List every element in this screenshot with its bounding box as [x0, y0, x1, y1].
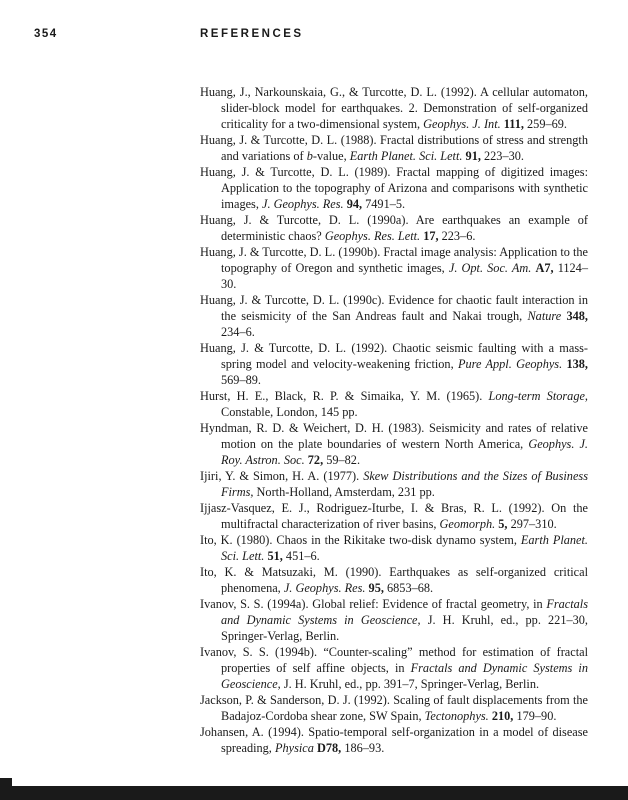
reference-text: Ijiri, Y. & Simon, H. A. (1977).: [200, 469, 364, 483]
reference-entry: [200, 724, 588, 756]
reference-text: 259–69.: [523, 117, 567, 131]
reference-volume: 111,: [503, 117, 524, 131]
reference-text: Ivanov, S. S. (1994a). Global relief: Evidence of fractal geometry, in: [200, 597, 547, 611]
reference-italic-text: Geophys. J. Roy. Astron. Soc.: [221, 437, 588, 467]
reference-entry: [200, 500, 588, 532]
reference-text: Huang, J. & Turcotte, D. L. (1990c). Evidence for chaotic fault interaction in the seismicity of the San Andreas fault and Nakai trough,: [200, 293, 588, 323]
reference-text: 297–310.: [507, 517, 557, 531]
reference-text: -value,: [312, 149, 350, 163]
reference-text: 223–6.: [438, 229, 476, 243]
reference-text: Huang, J. & Turcotte, D. L. (1990b). Fractal image analysis: Application to the topography of Oregon and synthetic images,: [200, 245, 588, 275]
reference-volume: 138,: [566, 357, 588, 371]
reference-volume: 94,: [346, 197, 363, 211]
reference-entry: [200, 692, 588, 724]
reference-volume: 72,: [307, 453, 324, 467]
reference-text: Huang, J. & Turcotte, D. L. (1990a). Are earthquakes an example of deterministic chaos?: [200, 213, 588, 243]
reference-text: 59–82.: [323, 453, 361, 467]
reference-entry: [200, 644, 588, 692]
reference-text: 451–6.: [282, 549, 320, 563]
reference-text: 234–6.: [221, 325, 255, 339]
page-number: 354: [34, 28, 58, 40]
reference-text: Johansen, A. (1994). Spatio-temporal self-organization in a model of disease spreading,: [200, 725, 588, 755]
reference-volume: 5,: [498, 517, 508, 531]
reference-italic-text: Earth Planet. Sci. Lett.: [349, 149, 463, 163]
reference-italic-text: Fractals and Dynamic Systems in Geoscience,: [221, 661, 588, 691]
reference-text: 179–90.: [513, 709, 557, 723]
scan-edge-bottom: [0, 786, 628, 800]
reference-volume: D78,: [316, 741, 342, 755]
reference-text: J. H. Kruhl, ed., pp. 391–7, Springer-Verlag, Berlin.: [280, 677, 540, 691]
reference-entry: [200, 564, 588, 596]
reference-text: Huang, J., Narkounskaia, G., & Turcotte, D. L. (1992). A cellular automaton, slider-block model for earthquakes. 2. Demonstration of self-organized criticality for a two-dimensional system,: [200, 85, 588, 131]
reference-italic-text: Geophys. Res. Lett.: [324, 229, 421, 243]
reference-entry: [200, 84, 588, 132]
reference-volume: 95,: [368, 581, 384, 595]
reference-entry: [200, 468, 588, 500]
running-head: REFERENCES: [200, 28, 304, 40]
reference-text: Ito, K. (1980). Chaos in the Rikitake two-disk dynamo system,: [200, 533, 521, 547]
reference-entry: [200, 244, 588, 292]
reference-volume: 17,: [423, 229, 439, 243]
reference-italic-text: Skew Distributions and the Sizes of Business Firms,: [221, 469, 588, 499]
reference-italic-text: Earth Planet. Sci. Lett.: [221, 533, 589, 563]
reference-text: 186–93.: [341, 741, 385, 755]
reference-entry: [200, 292, 588, 340]
reference-entry: [200, 388, 588, 420]
reference-entry: [200, 164, 588, 212]
reference-text: Hurst, H. E., Black, R. P. & Simaika, Y. M. (1965).: [200, 389, 489, 403]
reference-text: Ijjasz-Vasquez, E. J., Rodriguez-Iturbe, I. & Bras, R. L. (1992). On the multifractal characterization of river basins,: [200, 501, 588, 531]
reference-italic-text: Long-term Storage,: [488, 389, 588, 403]
reference-italic-text: J. Geophys. Res.: [283, 581, 366, 595]
reference-text: 223–30.: [480, 149, 524, 163]
reference-entry: [200, 132, 588, 164]
reference-italic-text: Geomorph.: [439, 517, 496, 531]
reference-text: Ivanov, S. S. (1994b). “Counter-scaling” method for estimation of fractal properties of self affine objects, in: [200, 645, 588, 675]
reference-text: 7491–5.: [362, 197, 406, 211]
reference-list: [200, 84, 588, 756]
reference-text: Huang, J. & Turcotte, D. L. (1988). Fractal distributions of stress and strength and variations of: [200, 133, 588, 163]
reference-text: J. H. Kruhl, ed., pp. 221–30, Springer-Verlag, Berlin.: [221, 613, 588, 643]
reference-italic-text: b: [306, 149, 313, 163]
reference-text: 1124–30.: [221, 261, 588, 291]
scan-edge-left: [0, 778, 12, 786]
reference-text: 569–89.: [221, 373, 261, 387]
reference-italic-text: Tectonophys.: [424, 709, 489, 723]
reference-entry: [200, 532, 588, 564]
reference-volume: A7,: [535, 261, 554, 275]
reference-entry: [200, 596, 588, 644]
reference-volume: 91,: [465, 149, 481, 163]
reference-entry: [200, 340, 588, 388]
reference-text: Huang, J. & Turcotte, D. L. (1992). Chaotic seismic faulting with a mass-spring model and velocity-weakening friction,: [200, 341, 588, 371]
reference-italic-text: Physica: [274, 741, 314, 755]
reference-italic-text: Nature: [527, 309, 562, 323]
reference-italic-text: J. Opt. Soc. Am.: [448, 261, 532, 275]
reference-text: North-Holland, Amsterdam, 231 pp.: [253, 485, 435, 499]
reference-text: Ito, K. & Matsuzaki, M. (1990). Earthquakes as self-organized critical phenomena,: [200, 565, 588, 595]
reference-italic-text: Fractals and Dynamic Systems in Geoscience,: [221, 597, 588, 627]
reference-entry: [200, 420, 588, 468]
reference-text: Jackson, P. & Sanderson, D. J. (1992). Scaling of fault displacements from the Badajoz-Cordoba shear zone, SW Spain,: [200, 693, 588, 723]
reference-text: Huang, J. & Turcotte, D. L. (1989). Fractal mapping of digitized images: Application to the topography of Arizona and comparisons with synthetic images,: [200, 165, 588, 211]
reference-volume: 51,: [267, 549, 283, 563]
reference-text: 6853–68.: [383, 581, 434, 595]
reference-text: Hyndman, R. D. & Weichert, D. H. (1983). Seismicity and rates of relative motion on the plate boundaries of western North America,: [200, 421, 588, 451]
reference-italic-text: Geophys. J. Int.: [423, 117, 501, 131]
reference-italic-text: J. Geophys. Res.: [261, 197, 344, 211]
reference-volume: 210,: [491, 709, 514, 723]
reference-volume: 348,: [566, 309, 588, 323]
reference-entry: [200, 212, 588, 244]
reference-italic-text: Pure Appl. Geophys.: [457, 357, 563, 371]
reference-text: Constable, London, 145 pp.: [221, 405, 358, 419]
